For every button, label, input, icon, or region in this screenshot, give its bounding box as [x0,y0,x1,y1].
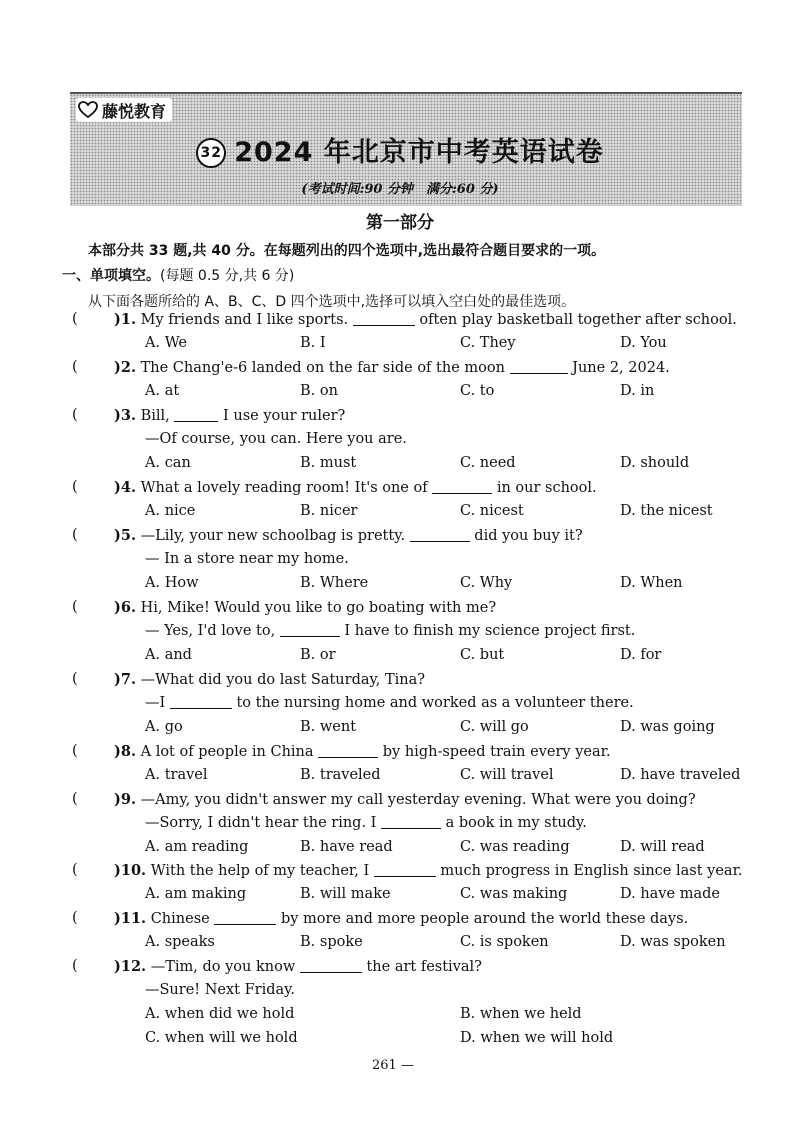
question-number: )11. [114,910,147,927]
option-a: A. How [145,575,199,591]
publisher-logo [76,98,172,122]
answer-blank [510,361,568,374]
heart-logo-icon [78,101,98,119]
answer-blank [432,481,492,494]
answer-blank [410,529,470,542]
section-points: (每题 0.5 分,共 6 分) [160,268,295,284]
option-d: D. will read [620,839,705,855]
option-c: C. They [460,335,516,351]
question-number: )5. [114,527,136,544]
page-number: 261 — [372,1058,414,1073]
option-b: B. nicer [300,503,358,519]
option-c: C. will go [460,719,529,735]
option-a: A. go [145,719,183,735]
option-a: A. at [145,383,180,399]
question-number: )7. [114,671,136,688]
question-text: With the help of my teacher, I [150,863,370,879]
option-d: D. You [620,335,667,351]
option-b: B. or [300,647,336,663]
answer-bracket[interactable]: ( [72,311,78,327]
question-number: )6. [114,599,136,616]
option-d: D. have made [620,886,720,902]
question-number: )8. [114,743,136,760]
option-b: B. I [300,335,326,351]
question-number: )2. [114,359,136,376]
question-text: the art festival? [366,959,482,975]
question-text: by high-speed train every year. [382,744,611,760]
option-c: C. will travel [460,767,554,783]
exam-title [0,130,800,169]
question-text: Bill, [140,408,170,424]
question-response: —Sure! Next Friday. [145,982,296,998]
option-d: D. for [620,647,662,663]
question-text: Chinese [150,911,210,927]
question-text: —Amy, you didn't answer my call yesterday evening. What were you doing? [140,792,696,808]
answer-blank [214,912,276,925]
question-number: )4. [114,479,136,496]
option-a: A. travel [145,767,208,783]
question-text: —Tim, do you know [150,959,296,975]
question-response: —Of course, you can. Here you are. [145,431,407,447]
part-title: 第一部分 [366,213,434,233]
question-text: much progress in English since last year. [440,863,743,879]
question-response: a book in my study. [445,815,587,831]
exam-info: (考试时间:90 分钟 满分:60 分) [301,182,499,197]
option-b: B. must [300,455,357,471]
option-b: B. Where [300,575,369,591]
option-c: C. is spoken [460,934,549,950]
answer-bracket[interactable]: ( [72,862,78,878]
option-a: A. speaks [145,934,215,950]
answer-bracket[interactable]: ( [72,743,78,759]
option-a: A. nice [145,503,196,519]
option-c: C. nicest [460,503,524,519]
question-text: in our school. [496,480,597,496]
question-text: A lot of people in China [140,744,314,760]
option-d: D. When [620,575,683,591]
answer-bracket[interactable]: ( [72,599,78,615]
option-a: A. We [145,335,187,351]
option-b: B. spoke [300,934,363,950]
option-d: D. the nicest [620,503,713,519]
option-c: C. to [460,383,495,399]
answer-bracket[interactable]: ( [72,791,78,807]
answer-blank [170,696,232,709]
question-text: My friends and I like sports. [140,312,349,328]
part-instruction: 本部分共 33 题,共 40 分。在每题列出的四个选项中,选出最符合题目要求的一项。 [88,243,606,259]
answer-bracket[interactable]: ( [72,671,78,687]
answer-bracket[interactable]: ( [72,359,78,375]
question-number: )9. [114,791,136,808]
option-c: C. but [460,647,505,663]
option-d: D. have traveled [620,767,741,783]
question-text: June 2, 2024. [572,360,670,376]
answer-bracket[interactable]: ( [72,407,78,423]
answer-bracket[interactable]: ( [72,910,78,926]
section-heading-text: 一、单项填空。 [62,268,160,284]
option-b: B. have read [300,839,393,855]
option-d: D. was spoken [620,934,726,950]
option-a: A. can [145,455,191,471]
option-b: B. will make [300,886,391,902]
answer-bracket[interactable]: ( [72,479,78,495]
option-d: D. should [620,455,690,471]
question-response: —Sorry, I didn't hear the ring. I [145,815,377,831]
question-text: Hi, Mike! Would you like to go boating with me? [140,600,497,616]
question-number: )3. [114,407,136,424]
option-c: C. was reading [460,839,570,855]
logo-text: 藤悦教育 [102,101,167,121]
option-b: B. when we held [460,1006,582,1022]
question-text: The Chang'e-6 landed on the far side of the moon [140,360,505,376]
question-text: did you buy it? [474,528,583,544]
section-direction: 从下面各题所给的 A、B、C、D 四个选项中,选择可以填入空白处的最佳选项。 [88,294,576,310]
paper-number-badge: 32 [196,138,226,168]
option-d: D. was going [620,719,715,735]
question-number: )1. [114,311,136,328]
question-text: —What did you do last Saturday, Tina? [140,672,426,688]
answer-blank [381,816,441,829]
option-a: A. and [145,647,192,663]
option-b: B. traveled [300,767,381,783]
question-text: What a lovely reading room! It's one of [140,480,428,496]
question-response: — In a store near my home. [145,551,349,567]
answer-blank [353,313,415,326]
answer-blank [280,624,340,637]
question-response: — Yes, I'd love to, [145,623,276,639]
option-b: B. went [300,719,357,735]
option-c: C. Why [460,575,513,591]
answer-blank [300,960,362,973]
answer-bracket[interactable]: ( [72,958,78,974]
question-text: I use your ruler? [223,408,346,424]
option-a: A. am making [145,886,247,902]
question-text: often play basketball together after school. [419,312,737,328]
answer-bracket[interactable]: ( [72,527,78,543]
answer-blank [374,864,436,877]
answer-blank [318,745,378,758]
answer-blank [174,409,218,422]
question-response: —I [145,695,166,711]
option-d: D. when we will hold [460,1030,614,1046]
question-response: to the nursing home and worked as a volunteer there. [236,695,634,711]
option-c: C. was making [460,886,568,902]
option-b: B. on [300,383,338,399]
option-a: A. when did we hold [145,1006,295,1022]
question-number: )12. [114,958,147,975]
option-c: C. need [460,455,516,471]
question-text: by more and more people around the world these days. [280,911,689,927]
question-number: )10. [114,862,147,879]
option-a: A. am reading [145,839,249,855]
question-response: I have to finish my science project first. [344,623,636,639]
option-d: D. in [620,383,655,399]
question-text: —Lily, your new schoolbag is pretty. [140,528,406,544]
section-heading [62,265,294,285]
exam-title-text: 2024 年北京市中考英语试卷 [234,137,604,168]
option-c: C. when will we hold [145,1030,298,1046]
